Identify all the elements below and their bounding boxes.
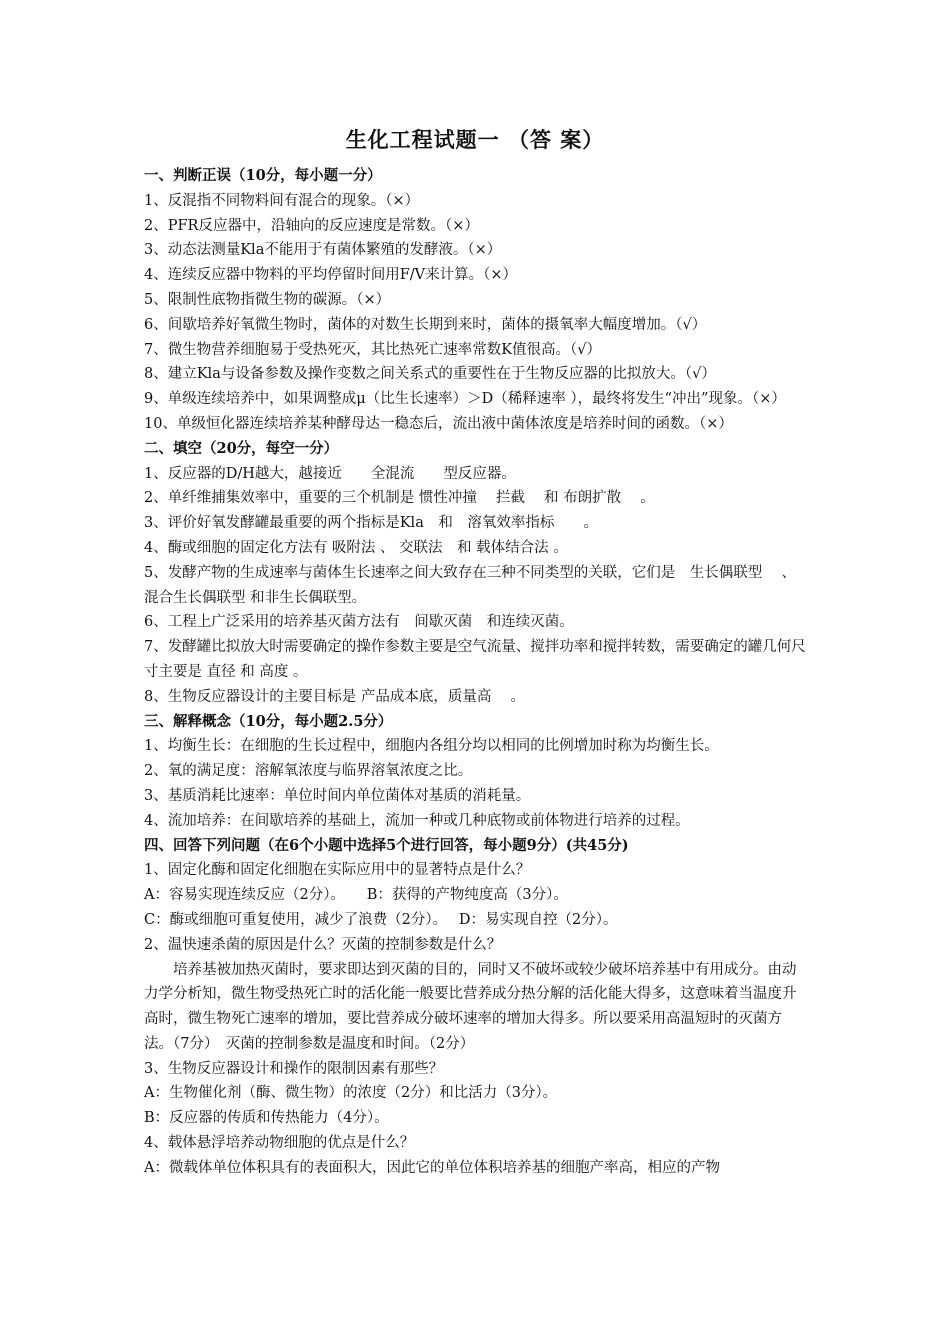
section-heading-concepts: 三、解释概念（10分，每小题2.5分） [144, 712, 393, 730]
list-item: 3、基质消耗比速率：单位时间内单位菌体对基质的消耗量。 [144, 787, 531, 804]
question: 1、固定化酶和固定化细胞在实际应用中的显著特点是什么？ [144, 862, 531, 879]
list-item: 2、氧的满足度：溶解氧浓度与临界溶氧浓度之比。 [144, 763, 473, 780]
question: 2、温快速杀菌的原因是什么？灭菌的控制参数是什么？ [144, 936, 502, 953]
list-item: 10、单级恒化器连续培养某种酵母达一稳态后，流出液中菌体浓度是培养时间的函数。（×） [144, 415, 733, 432]
list-item: 4、流加培养：在间歇培养的基础上，流加一种或几种底物或前体物进行培养的过程。 [144, 812, 690, 829]
list-item: 5、限制性底物指微生物的碳源。（×） [144, 291, 391, 308]
list-item: 3、评价好氧发酵罐最重要的两个指标是Kla 和 溶氧效率指标 。 [144, 515, 598, 532]
list-item: 7、发酵罐比拟放大时需要确定的操作参数主要是空气流量、搅拌功率和搅拌转数，需要确定的罐几何尺寸主要是 直径 和 高度 。 [144, 639, 806, 680]
list-item: 9、单级连续培养中，如果调整成μ（比生长速率）＞D（稀释速率 ），最终将发生“冲出”现象。（×） [144, 391, 786, 408]
list-item: 1、均衡生长：在细胞的生长过程中，细胞内各组分均以相同的比例增加时称为均衡生长。 [144, 738, 719, 755]
list-item: 6、工程上广泛采用的培养基灭菌方法有 间歇灭菌 和连续灭菌。 [144, 614, 574, 631]
answer-line: B：反应器的传质和传热能力（4分）。 [144, 1110, 389, 1127]
answer-line: C：酶或细胞可重复使用，减少了浪费（2分）。 D：易实现自控（2分）。 [144, 911, 618, 928]
list-item: 1、反混指不同物料间有混合的现象。（×） [144, 192, 420, 209]
list-item: 8、生物反应器设计的主要目标是 产品成本底，质量高 。 [144, 688, 525, 705]
question: 4、载体悬浮培养动物细胞的优点是什么？ [144, 1135, 415, 1152]
list-item: 1、反应器的D/H越大，越接近 全混流 型反应器。 [144, 465, 516, 482]
list-item: 7、微生物营养细胞易于受热死灭，其比热死亡速率常数K值很高。（√） [144, 341, 602, 358]
answer-line: A：微载体单位体积具有的表面积大，因此它的单位体积培养基的细胞产率高，相应的产物 [144, 1159, 720, 1176]
list-item: 5、发酵产物的生成速率与菌体生长速率之间大致存在三种不同类型的关联，它们是 生长偶联型 、 混合生长偶联型 和非生长偶联型。 [144, 564, 796, 606]
list-item: 6、间歇培养好氧微生物时，菌体的对数生长期到来时，菌体的摄氧率大幅度增加。（√） [144, 316, 707, 333]
section-heading-questions: 四、回答下列问题（在6个小题中选择5个进行回答，每小题9分）(共45分) [144, 836, 629, 854]
answer-line: A：容易实现连续反应（2分）。 B：获得的产物纯度高（3分）。 [144, 887, 568, 904]
question: 3、生物反应器设计和操作的限制因素有那些？ [144, 1060, 444, 1077]
list-item: 8、建立Kla与设备参数及操作变数之间关系式的重要性在于生物反应器的比拟放大。（√） [144, 366, 716, 383]
list-item: 3、动态法测量Kla不能用于有菌体繁殖的发酵液。（×） [144, 242, 502, 259]
list-item: 4、连续反应器中物料的平均停留时间用F/V来计算。（×） [144, 267, 518, 284]
answer-paragraph: 培养基被加热灭菌时，要求即达到灭菌的目的，同时又不破坏或较少破坏培养基中有用成分。由动力学分析知，微生物受热死亡时的活化能一般要比营养成分热分解的活化能大得多，这意味着当温度升高时，微生物死亡速率的增加，要比营养成分破坏速率的增加大得多。所以要采用高温短时的灭菌方法。（7分） 灭菌的控制参数是温度和时间。（2分） [144, 961, 797, 1052]
list-item: 2、单纤维捕集效率中，重要的三个机制是 惯性冲撞 拦截 和 布朗扩散 。 [144, 490, 655, 507]
section-heading-true-false: 一、判断正误（10分，每小题一分） [144, 167, 382, 184]
list-item: 4、酶或细胞的固定化方法有 吸附法 、 交联法 和 载体结合法 。 [144, 539, 568, 556]
page-title: 生化工程试题一 （答 案） [345, 127, 605, 152]
list-item: 2、PFR反应器中，沿轴向的反应速度是常数。（×） [144, 217, 479, 234]
answer-line: A：生物催化剂（酶、微生物）的浓度（2分）和比活力（3分）。 [144, 1085, 558, 1102]
section-heading-fill-blank: 二、填空（20分，每空一分） [144, 439, 339, 457]
document-body [144, 164, 809, 1181]
